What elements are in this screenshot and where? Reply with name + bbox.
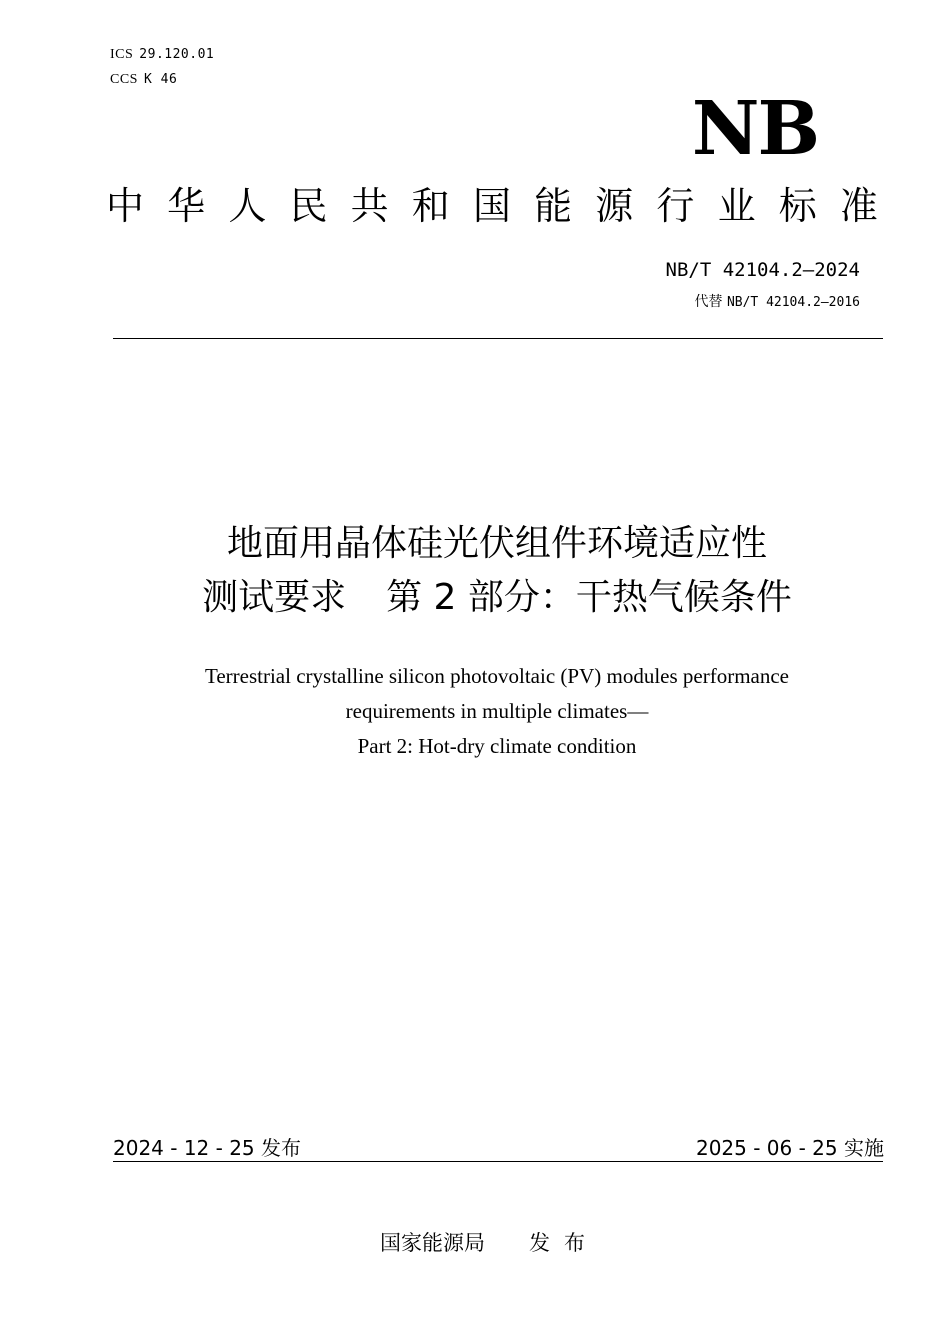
standard-org-char: 源: [595, 184, 634, 228]
ics-classification: [110, 47, 214, 63]
standard-org-char: 人: [228, 184, 267, 228]
standard-org-char: 业: [717, 184, 756, 228]
ccs-label: CCS: [110, 72, 138, 87]
replaces-notice: [694, 291, 860, 311]
publisher-name: 国家能源局: [380, 1231, 485, 1255]
footer-divider: [113, 1161, 883, 1162]
english-title-line-2: requirements in multiple climates—: [345, 699, 649, 723]
replaces-number: NB/T 42104.2—2016: [726, 295, 860, 310]
ccs-code: K 46: [143, 72, 178, 87]
header-divider: [113, 338, 883, 339]
chinese-title-line-1: 地面用晶体硅光伏组件环境适应性: [226, 523, 767, 564]
chinese-title-part-a: 测试要求: [202, 577, 347, 618]
ccs-classification: [110, 72, 177, 88]
standard-org-char: 和: [411, 184, 450, 228]
standard-organization-title: [106, 182, 878, 230]
chinese-title-line-2: [22, 576, 950, 620]
standard-org-char: 能: [534, 184, 573, 228]
ics-label: ICS: [110, 47, 134, 62]
standard-org-char: 准: [839, 184, 878, 228]
english-title-line-3: Part 2: Hot-dry climate condition: [357, 734, 637, 758]
standard-org-char: 标: [778, 184, 817, 228]
replaces-label: 代替: [694, 294, 723, 310]
standard-org-char: 民: [289, 184, 328, 228]
publisher: [380, 1227, 599, 1257]
standard-org-char: 国: [472, 184, 511, 228]
chinese-title-part-b: 第 2 部分：干热气候条件: [386, 577, 792, 618]
standard-number: NB/T 42104.2—2024: [665, 259, 860, 281]
standard-org-char: 华: [167, 184, 206, 228]
standard-org-char: 共: [350, 184, 389, 228]
issue-date: 2024 - 12 - 25 发布: [113, 1136, 302, 1160]
english-title-line-1: Terrestrial crystalline silicon photovoltaic (PV) modules performance: [204, 664, 789, 688]
standard-org-char: 中: [106, 184, 145, 228]
publisher-action: 发布: [529, 1231, 599, 1255]
nb-logo: NB: [691, 86, 818, 172]
ics-code: 29.120.01: [139, 47, 215, 62]
standard-org-char: 行: [656, 184, 695, 228]
implementation-date: 2025 - 06 - 25 实施: [695, 1136, 884, 1160]
